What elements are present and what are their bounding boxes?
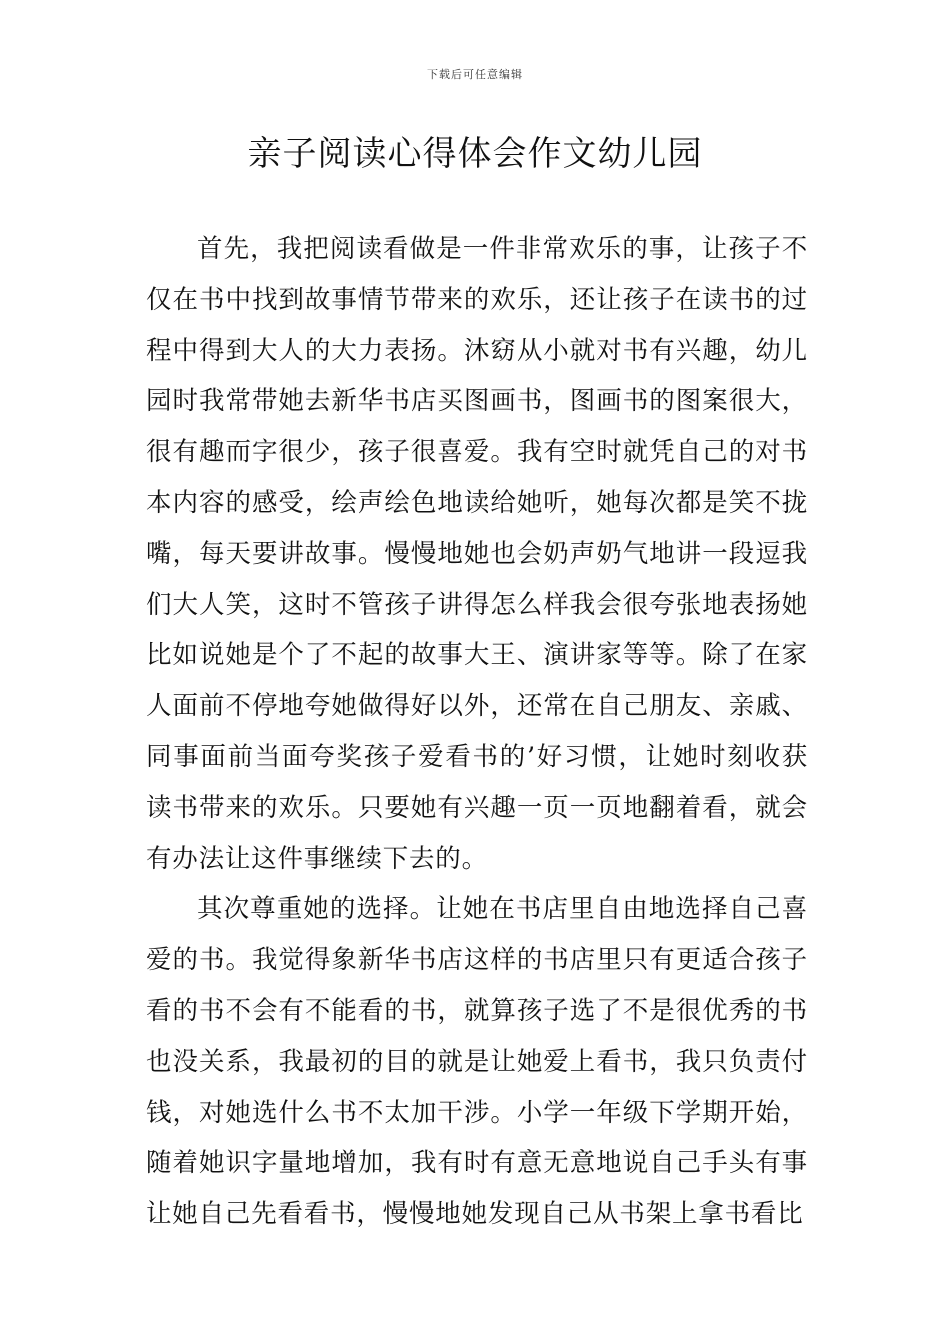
document-title: 亲子阅读心得体会作文幼儿园 bbox=[247, 134, 703, 174]
body-paragraph-1: 首先，我把阅读看做是一件非常欢乐的事，让孩子不仅在书中找到故事情节带来的欢乐，还让孩子在读书的过程中得到大人的大力表扬。沐窈从小就对书有兴趣，幼儿园时我常带她去新华书店买图画书，图画书的图案很大，很有趣而字很少，孩子很喜爱。我有空时就凭自己的对书本内容的感受，绘声绘色地读给她听，她每次都是笑不拢嘴，每天要讲故事。慢慢地她也会奶声奶气地讲一段逗我们大人笑，这时不管孩子讲得怎么样我会很夸张地表扬她比如说她是个了不起的故事大王、演讲家等等。除了在家人面前不停地夸她做得好以外，还常在自己朋友、亲戚、同事面前当面夸奖孩子爱看书的’好习惯，让她时刻收获读书带来的欢乐。只要她有兴趣一页一页地翻着看，就会有办法让这件事继续下去的。 bbox=[146, 234, 808, 874]
body-paragraph-2: 其次尊重她的选择。让她在书店里自由地选择自己喜爱的书。我觉得象新华书店这样的书店里只有更适合孩子看的书不会有不能看的书，就算孩子选了不是很优秀的书也没关系，我最初的目的就是让她爱上看书，我只负责付钱，对她选什么书不太加干涉。小学一年级下学期开始，随着她识字量地增加，我有时有意无意地说自己手头有事让她自己先看看书，慢慢地她发现自己从书架上拿书看比 bbox=[146, 894, 808, 1230]
document-body bbox=[146, 224, 808, 1240]
header-note: 下载后可任意编辑 bbox=[427, 68, 523, 81]
